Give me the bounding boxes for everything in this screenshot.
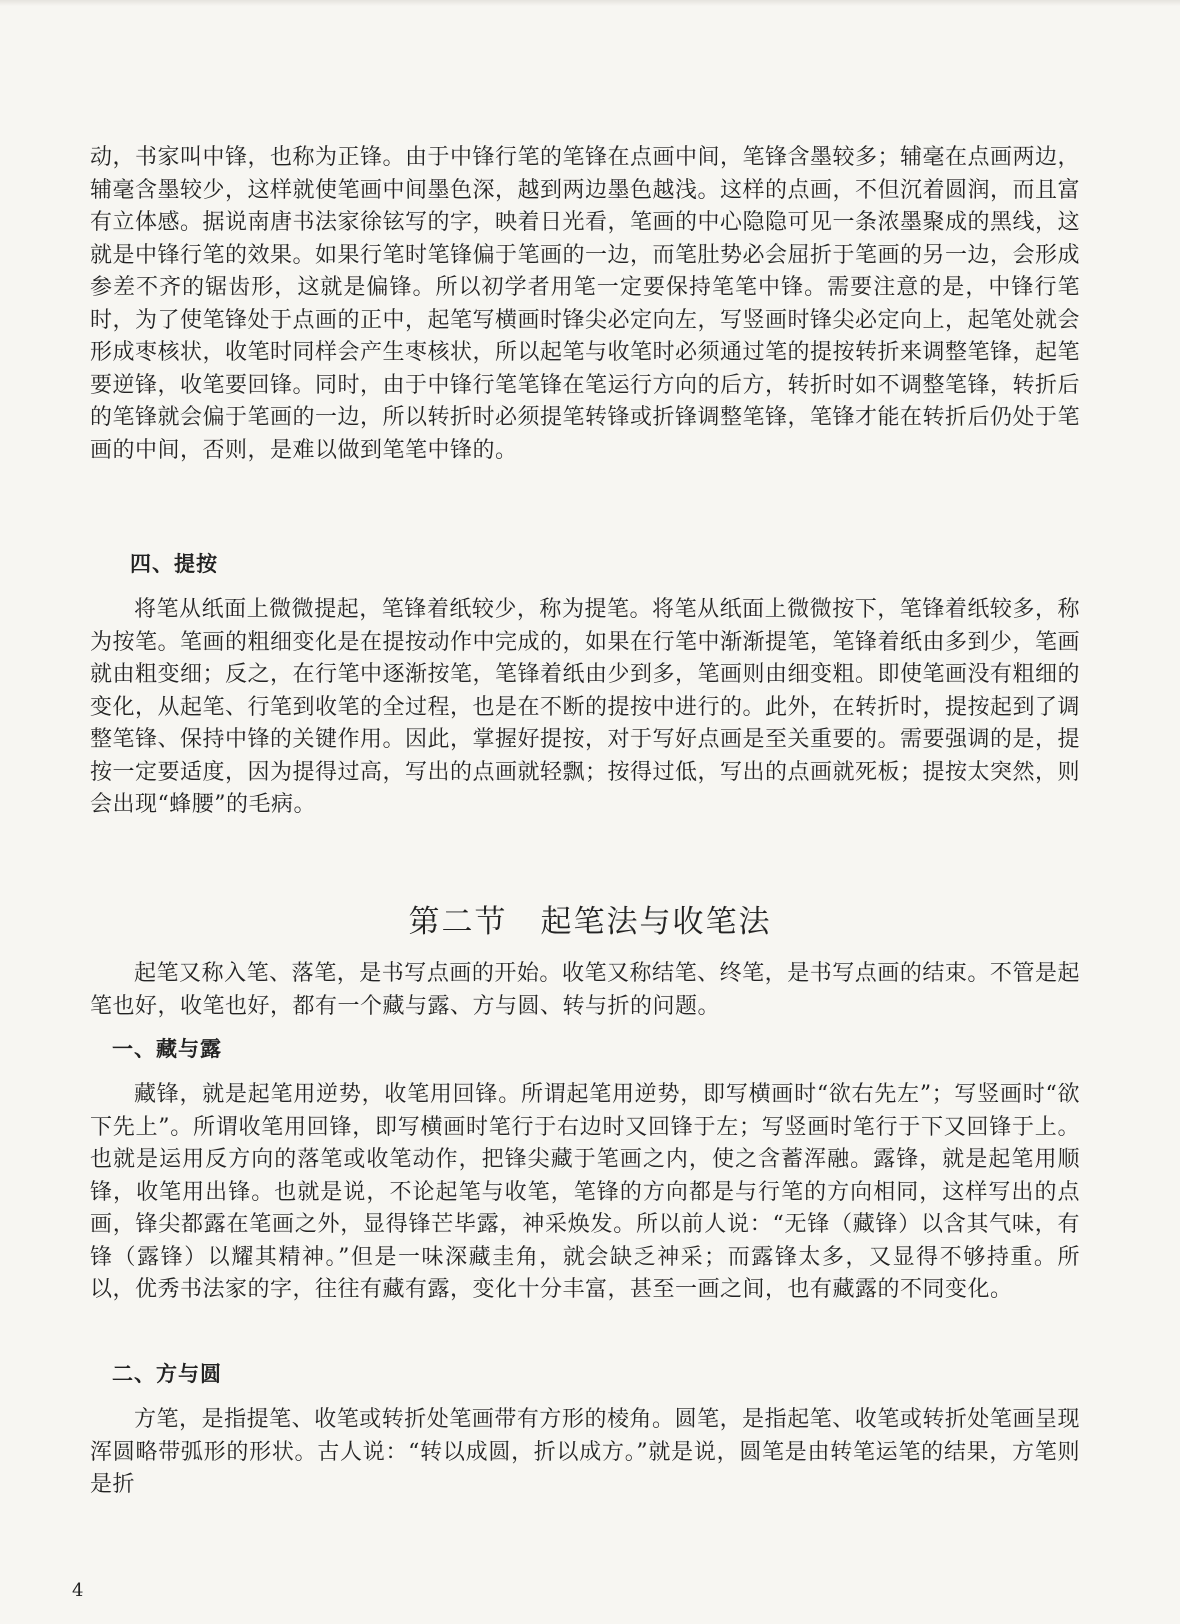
tian-paragraph-block — [90, 594, 1080, 822]
heading-tian: 四、提按 — [130, 552, 218, 576]
section-intro-paragraph: 起笔又称入笔、落笔，是书写点画的开始。收笔又称结笔、终笔，是书写点画的结束。不管是起笔也好，收笔也好，都有一个藏与露、方与圆、转与折的问题。 — [90, 961, 1080, 1019]
cang-paragraph: 藏锋，就是起笔用逆势，收笔用回锋。所谓起笔用逆势，即写横画时“欲右先左”；写竖画时“欲下先上”。所谓收笔用回锋，即写横画时笔行于右边时又回锋于左；写竖画时笔行于下又回锋于上。也就是运用反方向的落笔或收笔动作，把锋尖藏于笔画之内，使之含蓄浑融。露锋，就是起笔用顺锋，收笔用出锋。也就是说，不论起笔与收笔，笔锋的方向都是与行笔的方向相同，这样写出的点画，锋尖都露在笔画之外，显得锋芒毕露，神采焕发。所以前人说：“无锋（藏锋）以含其气味，有锋（露锋）以耀其精神。”但是一味深藏圭角，就会缺乏神采；而露锋太多，又显得不够持重。所以，优秀书法家的字，往往有藏有露，变化十分丰富，甚至一画之间，也有藏露的不同变化。 — [90, 1082, 1080, 1302]
page-number: 4 — [72, 1580, 84, 1601]
heading-cang: 一、藏与露 — [112, 1037, 222, 1061]
intro-paragraph: 动，书家叫中锋，也称为正锋。由于中锋行笔的笔锋在点画中间，笔锋含墨较多；辅毫在点画两边，辅毫含墨较少，这样就使笔画中间墨色深，越到两边墨色越浅。这样的点画，不但沉着圆润，而且富有立体感。据说南唐书法家徐铉写的字，映着日光看，笔画的中心隐隐可见一条浓墨聚成的黑线，这就是中锋行笔的效果。如果行笔时笔锋偏于笔画的一边，而笔肚势必会屈折于笔画的另一边，会形成参差不齐的锯齿形，这就是偏锋。所以初学者用笔一定要保持笔笔中锋。需要注意的是，中锋行笔时，为了使笔锋处于点画的正中，起笔写横画时锋尖必定向左，写竖画时锋尖必定向上，起笔处就会形成枣核状，收笔时同样会产生枣核状，所以起笔与收笔时必须通过笔的提按转折来调整笔锋，起笔要逆锋，收笔要回锋。同时，由于中锋行笔笔锋在笔运行方向的后方，转折时如不调整笔锋，转折后的笔锋就会偏于笔画的一边，所以转折时必须提笔转锋或折锋调整笔锋，笔锋才能在转折后仍处于笔画的中间，否则，是难以做到笔笔中锋的。 — [90, 145, 1081, 463]
fang-paragraph: 方笔，是指提笔、收笔或转折处笔画带有方形的棱角。圆笔，是指起笔、收笔或转折处笔画呈现浑圆略带弧形的形状。古人说：“转以成圆，折以成方。”就是说，圆笔是由转笔运笔的结果，方笔则是折 — [90, 1407, 1080, 1497]
cang-paragraph-block — [90, 1079, 1080, 1307]
heading-fang: 二、方与圆 — [112, 1362, 222, 1386]
tian-paragraph: 将笔从纸面上微微提起，笔锋着纸较少，称为提笔。将笔从纸面上微微按下，笔锋着纸较多，称为按笔。笔画的粗细变化是在提按动作中完成的，如果在行笔中渐渐提笔，笔锋着纸由多到少，笔画就由粗变细；反之，在行笔中逐渐按笔，笔锋着纸由少到多，笔画则由细变粗。即使笔画没有粗细的变化，从起笔、行笔到收笔的全过程，也是在不断的提按中进行的。此外，在转折时，提按起到了调整笔锋、保持中锋的关键作用。因此，掌握好提按，对于写好点画是至关重要的。需要强调的是，提按一定要适度，因为提得过高，写出的点画就轻飘；按得过低，写出的点画就死板；提按太突然，则会出现“蜂腰”的毛病。 — [90, 597, 1081, 817]
intro-paragraph-block — [90, 142, 1080, 467]
section-title: 第二节 起笔法与收笔法 — [408, 904, 772, 940]
fang-paragraph-block — [90, 1404, 1080, 1502]
page-top-edge — [0, 0, 1180, 6]
section-intro-block — [90, 958, 1080, 1023]
